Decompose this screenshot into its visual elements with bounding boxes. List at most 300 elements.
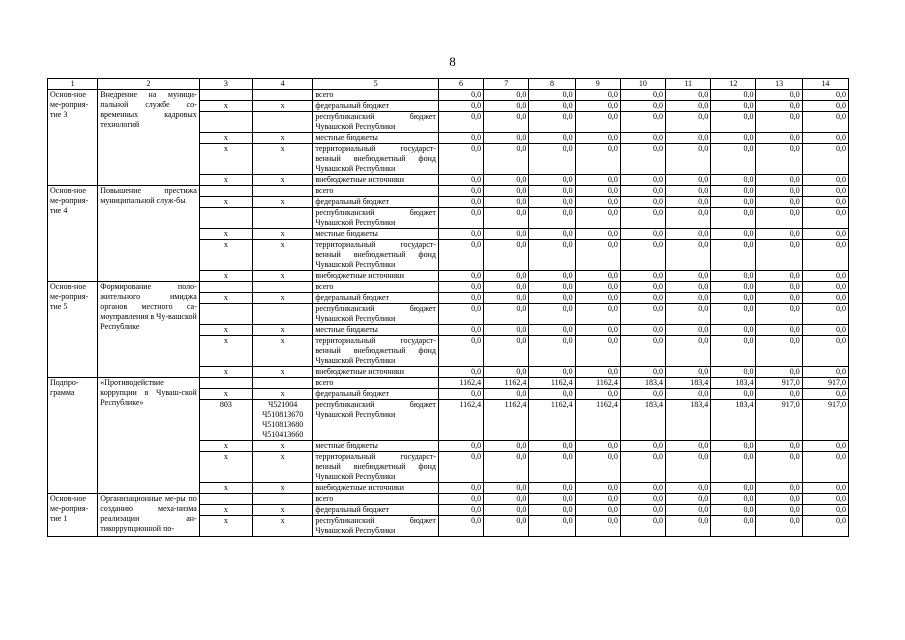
value-cell: 0,0 — [711, 293, 756, 304]
admin-code-cell: x — [199, 197, 252, 208]
value-cell: 0,0 — [438, 516, 483, 537]
value-cell: 0,0 — [438, 133, 483, 144]
value-cell: 0,0 — [529, 304, 575, 325]
funding-source-cell: территориальный государст-венный внебюджетный фонд Чувашской Республики — [313, 240, 439, 271]
value-cell: 0,0 — [802, 282, 848, 293]
value-cell: 0,0 — [666, 240, 711, 271]
table-row — [48, 186, 849, 197]
value-cell: 0,0 — [666, 441, 711, 452]
value-cell: 0,0 — [484, 441, 529, 452]
value-cell: 0,0 — [711, 271, 756, 282]
value-cell: 0,0 — [575, 441, 620, 452]
admin-code-cell — [199, 304, 252, 325]
value-cell: 0,0 — [666, 367, 711, 378]
value-cell: 0,0 — [756, 293, 802, 304]
column-number-1: 1 — [48, 79, 98, 90]
value-cell: 0,0 — [484, 389, 529, 400]
page-number: 8 — [449, 54, 456, 69]
value-cell: 0,0 — [438, 483, 483, 494]
budget-code-cell — [253, 186, 313, 197]
value-cell: 0,0 — [484, 516, 529, 537]
value-cell: 0,0 — [666, 325, 711, 336]
value-cell: 0,0 — [711, 452, 756, 483]
budget-code-cell: x — [253, 367, 313, 378]
value-cell: 0,0 — [711, 516, 756, 537]
value-cell: 0,0 — [575, 101, 620, 112]
value-cell: 0,0 — [756, 271, 802, 282]
activity-type-cell: Основ-ное ме-роприя-тие 3 — [48, 90, 98, 186]
value-cell: 0,0 — [802, 304, 848, 325]
value-cell: 0,0 — [438, 441, 483, 452]
value-cell: 0,0 — [484, 293, 529, 304]
value-cell: 0,0 — [484, 271, 529, 282]
value-cell: 0,0 — [529, 197, 575, 208]
value-cell: 0,0 — [575, 271, 620, 282]
funding-source-cell: республиканский бюджет Чувашской Республики — [313, 112, 439, 133]
value-cell: 0,0 — [484, 197, 529, 208]
value-cell: 0,0 — [711, 483, 756, 494]
admin-code-cell: x — [199, 133, 252, 144]
value-cell: 0,0 — [529, 325, 575, 336]
value-cell: 0,0 — [802, 505, 848, 516]
value-cell: 183,4 — [711, 400, 756, 441]
column-number-3: 3 — [199, 79, 252, 90]
admin-code-cell: x — [199, 229, 252, 240]
funding-source-cell: внебюджетные источники — [313, 483, 439, 494]
value-cell: 0,0 — [711, 208, 756, 229]
activity-title-cell: Формирование поло-жительного имиджа органов местного са-моуправления в Чу-вашской Республике — [98, 282, 200, 378]
value-cell: 0,0 — [484, 505, 529, 516]
admin-code-cell — [199, 90, 252, 101]
value-cell: 0,0 — [575, 133, 620, 144]
budget-code-cell: x — [253, 229, 313, 240]
value-cell: 0,0 — [620, 389, 665, 400]
value-cell: 0,0 — [529, 516, 575, 537]
value-cell: 0,0 — [802, 271, 848, 282]
value-cell: 0,0 — [711, 101, 756, 112]
funding-source-cell: федеральный бюджет — [313, 197, 439, 208]
table-row — [48, 378, 849, 389]
value-cell: 183,4 — [666, 378, 711, 389]
value-cell: 0,0 — [484, 336, 529, 367]
value-cell: 0,0 — [756, 282, 802, 293]
value-cell: 0,0 — [529, 483, 575, 494]
value-cell: 0,0 — [666, 197, 711, 208]
value-cell: 0,0 — [529, 229, 575, 240]
admin-code-cell: x — [199, 101, 252, 112]
value-cell: 0,0 — [711, 197, 756, 208]
column-number-11: 11 — [666, 79, 711, 90]
value-cell: 0,0 — [711, 175, 756, 186]
value-cell: 0,0 — [666, 282, 711, 293]
value-cell: 0,0 — [666, 175, 711, 186]
value-cell: 0,0 — [802, 90, 848, 101]
budget-code-cell — [253, 282, 313, 293]
funding-source-cell: местные бюджеты — [313, 229, 439, 240]
value-cell: 0,0 — [620, 197, 665, 208]
value-cell: 0,0 — [620, 144, 665, 175]
activity-title-cell: Организационные ме-ры по созданию меха-низма реализации ан-тикоррупционной по- — [98, 494, 200, 537]
value-cell: 0,0 — [802, 186, 848, 197]
value-cell: 0,0 — [802, 516, 848, 537]
value-cell: 0,0 — [484, 229, 529, 240]
header-row — [48, 79, 849, 90]
value-cell: 0,0 — [438, 271, 483, 282]
budget-code-cell: x — [253, 325, 313, 336]
value-cell: 0,0 — [575, 197, 620, 208]
funding-source-cell: всего — [313, 90, 439, 101]
value-cell: 0,0 — [666, 516, 711, 537]
value-cell: 0,0 — [575, 144, 620, 175]
admin-code-cell: x — [199, 516, 252, 537]
value-cell: 0,0 — [529, 90, 575, 101]
value-cell: 0,0 — [438, 505, 483, 516]
value-cell: 1162,4 — [438, 378, 483, 389]
value-cell: 0,0 — [575, 240, 620, 271]
value-cell: 0,0 — [756, 240, 802, 271]
value-cell: 0,0 — [756, 452, 802, 483]
value-cell: 0,0 — [484, 112, 529, 133]
value-cell: 0,0 — [666, 336, 711, 367]
value-cell: 0,0 — [756, 197, 802, 208]
funding-source-cell: республиканский бюджет Чувашской Республики — [313, 304, 439, 325]
value-cell: 0,0 — [620, 367, 665, 378]
value-cell: 0,0 — [620, 452, 665, 483]
value-cell: 0,0 — [438, 186, 483, 197]
value-cell: 0,0 — [438, 144, 483, 175]
value-cell: 0,0 — [620, 441, 665, 452]
value-cell: 0,0 — [666, 112, 711, 133]
value-cell: 0,0 — [711, 229, 756, 240]
activity-title-cell: Внедрение на муници-пальной службе со-временных кадровых технологий — [98, 90, 200, 186]
value-cell: 0,0 — [529, 208, 575, 229]
value-cell: 0,0 — [620, 505, 665, 516]
value-cell: 0,0 — [438, 336, 483, 367]
value-cell: 0,0 — [620, 325, 665, 336]
value-cell: 0,0 — [666, 186, 711, 197]
budget-code-cell: x — [253, 389, 313, 400]
value-cell: 0,0 — [666, 483, 711, 494]
column-number-9: 9 — [575, 79, 620, 90]
value-cell: 0,0 — [438, 101, 483, 112]
funding-source-cell: республиканский бюджет Чувашской Республики — [313, 516, 439, 537]
admin-code-cell: x — [199, 452, 252, 483]
admin-code-cell — [199, 378, 252, 389]
funding-source-cell: территориальный государст-венный внебюджетный фонд Чувашской Республики — [313, 452, 439, 483]
funding-source-cell: местные бюджеты — [313, 133, 439, 144]
funding-source-cell: республиканский бюджет Чувашской Республики — [313, 400, 439, 441]
budget-code-cell: x — [253, 516, 313, 537]
value-cell: 0,0 — [438, 452, 483, 483]
value-cell: 0,0 — [802, 494, 848, 505]
value-cell: 0,0 — [756, 229, 802, 240]
value-cell: 0,0 — [711, 505, 756, 516]
budget-code-cell: x — [253, 505, 313, 516]
value-cell: 0,0 — [802, 483, 848, 494]
value-cell: 0,0 — [529, 271, 575, 282]
value-cell: 0,0 — [666, 494, 711, 505]
value-cell: 0,0 — [666, 133, 711, 144]
value-cell: 0,0 — [484, 175, 529, 186]
value-cell: 0,0 — [756, 133, 802, 144]
value-cell: 0,0 — [802, 112, 848, 133]
value-cell: 0,0 — [711, 336, 756, 367]
value-cell: 0,0 — [529, 240, 575, 271]
activity-title-cell: Повышение престижа муниципальной служ-бы — [98, 186, 200, 282]
funding-source-cell: всего — [313, 282, 439, 293]
table-row — [48, 90, 849, 101]
value-cell: 0,0 — [575, 293, 620, 304]
value-cell: 0,0 — [575, 112, 620, 133]
value-cell: 0,0 — [666, 144, 711, 175]
budget-code-cell: x — [253, 175, 313, 186]
value-cell: 0,0 — [666, 505, 711, 516]
budget-code-cell — [253, 208, 313, 229]
value-cell: 0,0 — [666, 389, 711, 400]
budget-code-cell — [253, 90, 313, 101]
value-cell: 0,0 — [529, 112, 575, 133]
funding-source-cell: территориальный государст-венный внебюджетный фонд Чувашской Республики — [313, 336, 439, 367]
admin-code-cell: x — [199, 271, 252, 282]
value-cell: 0,0 — [666, 90, 711, 101]
value-cell: 0,0 — [756, 336, 802, 367]
value-cell: 0,0 — [438, 389, 483, 400]
value-cell: 0,0 — [756, 367, 802, 378]
value-cell: 0,0 — [620, 483, 665, 494]
value-cell: 0,0 — [802, 452, 848, 483]
budget-code-cell: x — [253, 336, 313, 367]
column-number-13: 13 — [756, 79, 802, 90]
value-cell: 0,0 — [802, 389, 848, 400]
funding-source-cell: федеральный бюджет — [313, 293, 439, 304]
value-cell: 0,0 — [711, 367, 756, 378]
value-cell: 1162,4 — [484, 378, 529, 389]
value-cell: 0,0 — [802, 144, 848, 175]
value-cell: 0,0 — [438, 240, 483, 271]
value-cell: 0,0 — [620, 293, 665, 304]
column-number-5: 5 — [313, 79, 439, 90]
admin-code-cell — [199, 186, 252, 197]
value-cell: 0,0 — [802, 133, 848, 144]
budget-code-cell: x — [253, 293, 313, 304]
funding-source-cell: внебюджетные источники — [313, 271, 439, 282]
value-cell: 0,0 — [802, 336, 848, 367]
funding-source-cell: территориальный государст-венный внебюджетный фонд Чувашской Республики — [313, 144, 439, 175]
value-cell: 1162,4 — [438, 400, 483, 441]
value-cell: 0,0 — [666, 101, 711, 112]
column-number-10: 10 — [620, 79, 665, 90]
admin-code-cell: x — [199, 325, 252, 336]
value-cell: 1162,4 — [529, 378, 575, 389]
funding-source-cell: всего — [313, 186, 439, 197]
column-number-14: 14 — [802, 79, 848, 90]
value-cell: 0,0 — [620, 336, 665, 367]
value-cell: 0,0 — [756, 483, 802, 494]
budget-code-cell: x — [253, 441, 313, 452]
value-cell: 0,0 — [575, 90, 620, 101]
value-cell: 0,0 — [484, 144, 529, 175]
activity-type-cell: Основ-ное ме-роприя-тие 5 — [48, 282, 98, 378]
admin-code-cell — [199, 112, 252, 133]
funding-source-cell: федеральный бюджет — [313, 389, 439, 400]
value-cell: 0,0 — [756, 144, 802, 175]
value-cell: 0,0 — [575, 282, 620, 293]
admin-code-cell: x — [199, 144, 252, 175]
value-cell: 0,0 — [756, 516, 802, 537]
value-cell: 917,0 — [802, 378, 848, 389]
value-cell: 0,0 — [620, 240, 665, 271]
admin-code-cell: x — [199, 505, 252, 516]
value-cell: 0,0 — [666, 452, 711, 483]
value-cell: 0,0 — [575, 483, 620, 494]
admin-code-cell: x — [199, 240, 252, 271]
value-cell: 0,0 — [620, 186, 665, 197]
value-cell: 0,0 — [575, 229, 620, 240]
value-cell: 0,0 — [620, 175, 665, 186]
budget-code-cell — [253, 304, 313, 325]
value-cell: 0,0 — [529, 367, 575, 378]
budget-code-cell: x — [253, 240, 313, 271]
value-cell: 0,0 — [620, 133, 665, 144]
budget-code-cell: x — [253, 133, 313, 144]
value-cell: 0,0 — [756, 325, 802, 336]
value-cell: 0,0 — [711, 133, 756, 144]
value-cell: 0,0 — [484, 240, 529, 271]
value-cell: 0,0 — [711, 282, 756, 293]
admin-code-cell: x — [199, 293, 252, 304]
value-cell: 0,0 — [484, 208, 529, 229]
value-cell: 0,0 — [484, 90, 529, 101]
funding-source-cell: федеральный бюджет — [313, 101, 439, 112]
admin-code-cell: 803 — [199, 400, 252, 441]
value-cell: 0,0 — [802, 367, 848, 378]
value-cell: 0,0 — [666, 229, 711, 240]
funding-source-cell: всего — [313, 494, 439, 505]
value-cell: 1162,4 — [529, 400, 575, 441]
value-cell: 0,0 — [529, 505, 575, 516]
admin-code-cell: x — [199, 483, 252, 494]
value-cell: 0,0 — [484, 133, 529, 144]
value-cell: 0,0 — [438, 325, 483, 336]
value-cell: 917,0 — [802, 400, 848, 441]
value-cell: 0,0 — [484, 483, 529, 494]
value-cell: 0,0 — [529, 186, 575, 197]
value-cell: 0,0 — [756, 505, 802, 516]
admin-code-cell — [199, 208, 252, 229]
value-cell: 0,0 — [666, 293, 711, 304]
value-cell: 0,0 — [711, 144, 756, 175]
budget-code-cell: x — [253, 452, 313, 483]
funding-source-cell: всего — [313, 378, 439, 389]
value-cell: 0,0 — [666, 304, 711, 325]
column-number-8: 8 — [529, 79, 575, 90]
value-cell: 0,0 — [756, 175, 802, 186]
budget-code-cell: x — [253, 271, 313, 282]
value-cell: 0,0 — [620, 112, 665, 133]
table-row — [48, 282, 849, 293]
value-cell: 0,0 — [529, 336, 575, 367]
value-cell: 0,0 — [575, 389, 620, 400]
value-cell: 183,4 — [620, 400, 665, 441]
value-cell: 1162,4 — [484, 400, 529, 441]
value-cell: 0,0 — [529, 101, 575, 112]
value-cell: 0,0 — [575, 336, 620, 367]
value-cell: 0,0 — [529, 293, 575, 304]
value-cell: 0,0 — [802, 208, 848, 229]
admin-code-cell — [199, 282, 252, 293]
value-cell: 0,0 — [529, 452, 575, 483]
activity-type-cell: Основ-ное ме-роприя-тие 4 — [48, 186, 98, 282]
value-cell: 0,0 — [620, 494, 665, 505]
activity-type-cell: Основ-ное ме-роприя-тие 1 — [48, 494, 98, 537]
value-cell: 0,0 — [484, 186, 529, 197]
value-cell: 0,0 — [438, 494, 483, 505]
value-cell: 0,0 — [711, 325, 756, 336]
value-cell: 0,0 — [711, 441, 756, 452]
column-number-6: 6 — [438, 79, 483, 90]
admin-code-cell — [199, 494, 252, 505]
value-cell: 0,0 — [756, 494, 802, 505]
value-cell: 0,0 — [620, 229, 665, 240]
value-cell: 0,0 — [575, 505, 620, 516]
value-cell: 0,0 — [575, 452, 620, 483]
value-cell: 0,0 — [438, 304, 483, 325]
value-cell: 0,0 — [438, 229, 483, 240]
value-cell: 0,0 — [438, 282, 483, 293]
value-cell: 0,0 — [620, 516, 665, 537]
value-cell: 0,0 — [756, 101, 802, 112]
value-cell: 0,0 — [802, 175, 848, 186]
budget-code-cell — [253, 494, 313, 505]
value-cell: 183,4 — [620, 378, 665, 389]
value-cell: 0,0 — [711, 186, 756, 197]
value-cell: 0,0 — [529, 282, 575, 293]
value-cell: 0,0 — [529, 175, 575, 186]
value-cell: 0,0 — [711, 240, 756, 271]
value-cell: 0,0 — [438, 90, 483, 101]
funding-source-cell: внебюджетные источники — [313, 367, 439, 378]
value-cell: 0,0 — [529, 494, 575, 505]
value-cell: 0,0 — [575, 175, 620, 186]
value-cell: 0,0 — [484, 452, 529, 483]
value-cell: 0,0 — [438, 367, 483, 378]
activity-title-cell: «Противодействие коррупции в Чуваш-ской Республике» — [98, 378, 200, 494]
budget-table — [47, 78, 849, 537]
admin-code-cell: x — [199, 389, 252, 400]
value-cell: 0,0 — [438, 208, 483, 229]
funding-source-cell: федеральный бюджет — [313, 505, 439, 516]
budget-code-cell: x — [253, 483, 313, 494]
value-cell: 0,0 — [756, 90, 802, 101]
value-cell: 0,0 — [438, 197, 483, 208]
funding-source-cell: местные бюджеты — [313, 325, 439, 336]
value-cell: 0,0 — [575, 516, 620, 537]
value-cell: 0,0 — [756, 304, 802, 325]
budget-code-cell — [253, 378, 313, 389]
value-cell: 0,0 — [756, 186, 802, 197]
value-cell: 0,0 — [575, 186, 620, 197]
admin-code-cell: x — [199, 336, 252, 367]
budget-code-cell: x — [253, 197, 313, 208]
value-cell: 0,0 — [620, 90, 665, 101]
column-number-12: 12 — [711, 79, 756, 90]
table-row — [48, 494, 849, 505]
column-number-4: 4 — [253, 79, 313, 90]
value-cell: 0,0 — [575, 367, 620, 378]
value-cell: 0,0 — [484, 325, 529, 336]
value-cell: 0,0 — [756, 389, 802, 400]
funding-source-cell: внебюджетные источники — [313, 175, 439, 186]
